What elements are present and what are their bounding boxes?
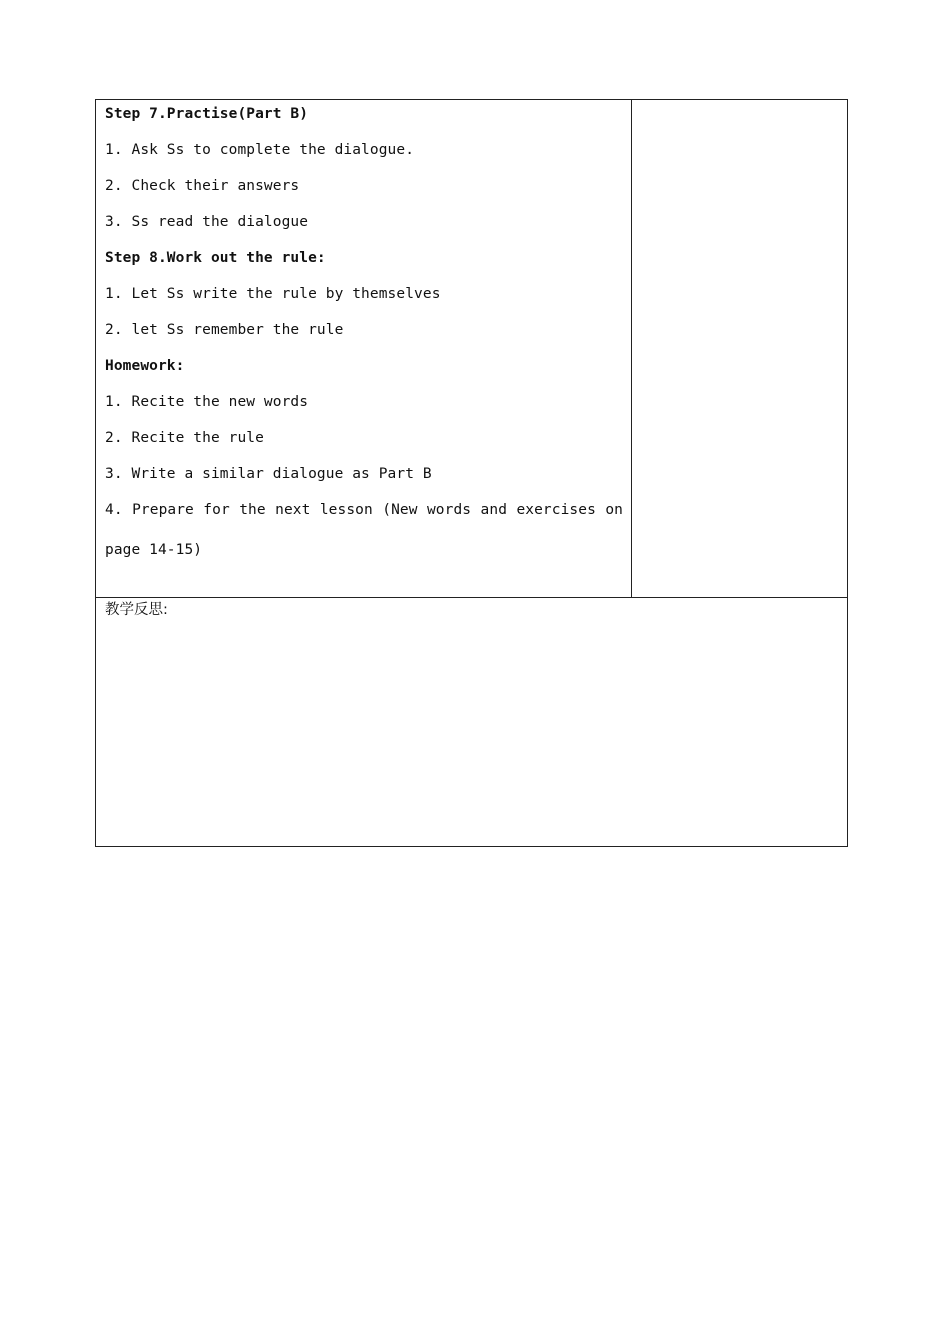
notes-cell xyxy=(632,100,847,598)
homework-item-4-word: words xyxy=(426,502,472,518)
step7-item-2: 2. Check their answers xyxy=(105,178,300,194)
homework-item-4-word: Prepare xyxy=(132,502,194,518)
reflection-label: 教学反思: xyxy=(105,602,168,618)
step7-heading: Step 7.Practise(Part B) xyxy=(105,106,309,122)
lesson-plan-table xyxy=(95,99,848,847)
homework-item-4-word: lesson xyxy=(319,502,373,518)
homework-item-4-word: on xyxy=(605,502,623,518)
homework-item-4-word: the xyxy=(239,502,266,518)
homework-item-4-word: (New xyxy=(382,502,418,518)
step7-item-3: 3. Ss read the dialogue xyxy=(105,214,309,230)
teaching-steps-cell xyxy=(96,100,632,598)
homework-item-4-word: next xyxy=(275,502,311,518)
homework-item-1: 1. Recite the new words xyxy=(105,394,309,410)
homework-item-4-word: and xyxy=(480,502,508,518)
step8-item-2: 2. let Ss remember the rule xyxy=(105,322,344,338)
step8-item-1: 1. Let Ss write the rule by themselves xyxy=(105,286,441,302)
step8-heading: Step 8.Work out the rule: xyxy=(105,250,326,266)
homework-item-4 xyxy=(105,500,623,520)
homework-item-4-word: for xyxy=(203,502,230,518)
step7-item-1: 1. Ask Ss to complete the dialogue. xyxy=(105,142,415,158)
homework-item-3: 3. Write a similar dialogue as Part B xyxy=(105,466,432,482)
homework-item-4-word: 4. xyxy=(105,502,123,518)
homework-item-4-word: exercises xyxy=(516,502,596,518)
homework-item-2: 2. Recite the rule xyxy=(105,430,264,446)
reflection-cell xyxy=(96,598,847,846)
homework-item-4-continued: page 14-15) xyxy=(105,542,203,558)
homework-heading: Homework: xyxy=(105,358,185,374)
